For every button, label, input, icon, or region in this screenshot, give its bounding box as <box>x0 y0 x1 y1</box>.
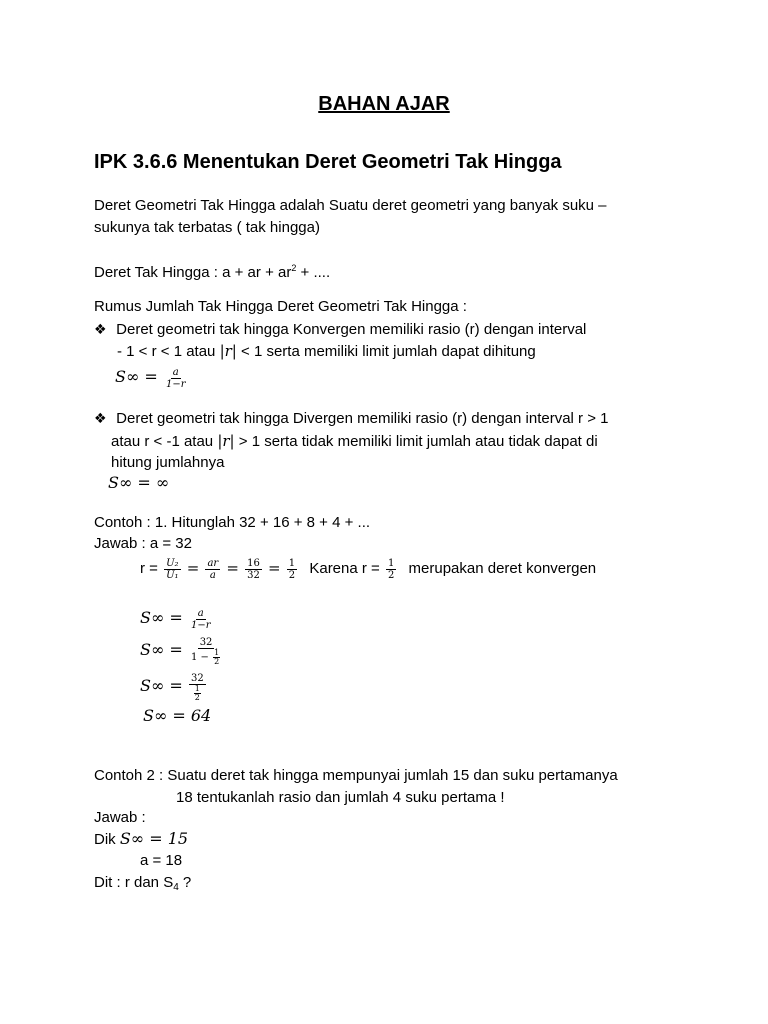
contoh2-a-value: a = 18 <box>140 852 183 869</box>
definition-line-2: sukunya tak terbatas ( tak hingga) <box>94 219 320 236</box>
fraction-denominator: 1−r <box>165 378 186 390</box>
abs-r: |r| <box>217 432 235 450</box>
fraction-numerator: 1 <box>214 647 220 657</box>
series-tail: + .... <box>296 264 331 281</box>
fraction-numerator: 32 <box>190 672 204 684</box>
konvergen-text-2b: < 1 serta memiliki limit jumlah dapat dihitung <box>236 343 536 360</box>
fraction-numerator: a <box>172 366 179 378</box>
dit-subscript: 4 <box>173 882 179 893</box>
page-title: BAHAN AJAR <box>318 93 450 115</box>
series-definition <box>94 259 330 282</box>
divergen-text-1: Deret geometri tak hingga Divergen memiliki rasio (r) dengan interval r > 1 <box>116 410 609 427</box>
denominator-prefix: 1 − <box>190 651 209 663</box>
series-label: Deret Tak Hingga : a + ar + ar <box>94 264 292 281</box>
contoh2-dit <box>94 874 191 897</box>
diamond-bullet-icon: ❖ <box>94 322 107 338</box>
ratio-fraction-4 <box>287 558 297 581</box>
fraction-numerator: 32 <box>199 636 213 648</box>
fraction-numerator: 1 <box>387 557 395 569</box>
karena-label: Karena r = <box>309 560 380 577</box>
fraction-numerator: 1 <box>194 683 200 693</box>
ratio-fraction-1 <box>164 558 180 581</box>
fraction-denominator: a <box>209 569 216 581</box>
konvergen-text-1: Deret geometri tak hingga Konvergen memiliki rasio (r) dengan interval <box>116 321 587 338</box>
sum-lhs: S∞ = <box>140 608 183 627</box>
fraction-denominator: U₁ <box>166 569 179 581</box>
contoh2-line-1: Contoh 2 : Suatu deret tak hingga mempunyai jumlah 15 dan suku pertamanya <box>94 767 618 784</box>
definition-line-1: Deret Geometri Tak Hingga adalah Suatu deret geometri yang banyak suku – <box>94 197 607 214</box>
konvergen-text-2a: - 1 < r < 1 atau <box>117 343 220 360</box>
fraction-denominator: 2 <box>288 569 296 581</box>
fraction-numerator: U₂ <box>166 557 179 569</box>
divergen-formula: S∞ = ∞ <box>108 473 170 492</box>
karena-fraction <box>386 558 396 581</box>
sum-result: S∞ = 64 <box>143 706 212 725</box>
fraction-numerator: ar <box>207 557 219 569</box>
sum-lhs: S∞ = <box>140 640 183 659</box>
step-1-fraction <box>189 608 213 631</box>
divergen-line-1 <box>94 410 608 428</box>
contoh1-ratio-line: r = $\frac{\text{U₂}}{\text{U₁}}$ = $\frac{ar}{a}$ = $\frac{16}{32}$ = $\frac{1}{2}$ Karena r = $\frac{1}{2}$ merupakan deret konvergen <box>140 557 597 581</box>
fraction-numerator: 1 <box>288 557 296 569</box>
ipk-heading: IPK 3.6.6 Menentukan Deret Geometri Tak Hingga <box>94 151 562 173</box>
divergen-text-2b: > 1 serta tidak memiliki limit jumlah atau tidak dapat di <box>234 433 598 450</box>
divergen-line-3: hitung jumlahnya <box>111 454 225 471</box>
nested-fraction <box>193 685 202 702</box>
sum-step-2 <box>140 632 225 669</box>
konvergen-conclusion: merupakan deret konvergen <box>408 560 597 577</box>
dik-label: Dik <box>94 831 120 848</box>
abs-r: |r| <box>219 342 237 360</box>
sum-step-3 <box>140 668 208 705</box>
fraction-denominator <box>189 649 223 666</box>
nested-fraction <box>212 649 221 666</box>
fraction-denominator: 2 <box>194 692 200 702</box>
step-3-fraction <box>189 673 206 702</box>
fraction-numerator: 16 <box>247 557 260 569</box>
step-2-fraction <box>189 637 223 666</box>
divergen-text-2a: atau r < -1 atau <box>111 433 218 450</box>
contoh2-line-2: 18 tentukanlah rasio dan jumlah 4 suku pertama ! <box>176 789 505 806</box>
contoh1-question: Contoh : 1. Hitunglah 32 + 16 + 8 + 4 + ... <box>94 514 371 531</box>
konvergen-line-1 <box>94 321 586 339</box>
sum-step-1 <box>140 604 214 633</box>
ratio-fraction-2 <box>205 558 220 581</box>
divergen-line-2 <box>111 432 598 451</box>
r-label: r = <box>140 560 158 577</box>
contoh1-jawab: Jawab : a = 32 <box>94 535 192 552</box>
fraction-numerator: a <box>197 607 204 619</box>
fraction-denominator: 1−r <box>190 619 211 631</box>
contoh2-dik <box>94 829 188 850</box>
fraction-denominator: 2 <box>387 569 395 581</box>
series-exponent: 2 <box>291 263 297 273</box>
ratio-fraction-3 <box>245 558 262 581</box>
fraction-denominator: 2 <box>214 656 220 666</box>
dit-label: Dit : r dan S <box>94 874 174 891</box>
contoh2-jawab: Jawab : <box>94 809 146 826</box>
konvergen-line-2 <box>117 342 536 361</box>
konvergen-formula <box>115 364 189 391</box>
rumus-heading: Rumus Jumlah Tak Hingga Deret Geometri Tak Hingga : <box>94 298 467 315</box>
dik-value: S∞ = 15 <box>119 829 189 848</box>
formula-lhs: S∞ = <box>115 367 158 386</box>
fraction-denominator: 32 <box>247 569 260 581</box>
diamond-bullet-icon: ❖ <box>94 411 107 427</box>
dit-tail: ? <box>178 874 192 891</box>
fraction-denominator <box>191 685 204 702</box>
sum-lhs: S∞ = <box>140 676 183 695</box>
formula-fraction <box>164 367 188 390</box>
